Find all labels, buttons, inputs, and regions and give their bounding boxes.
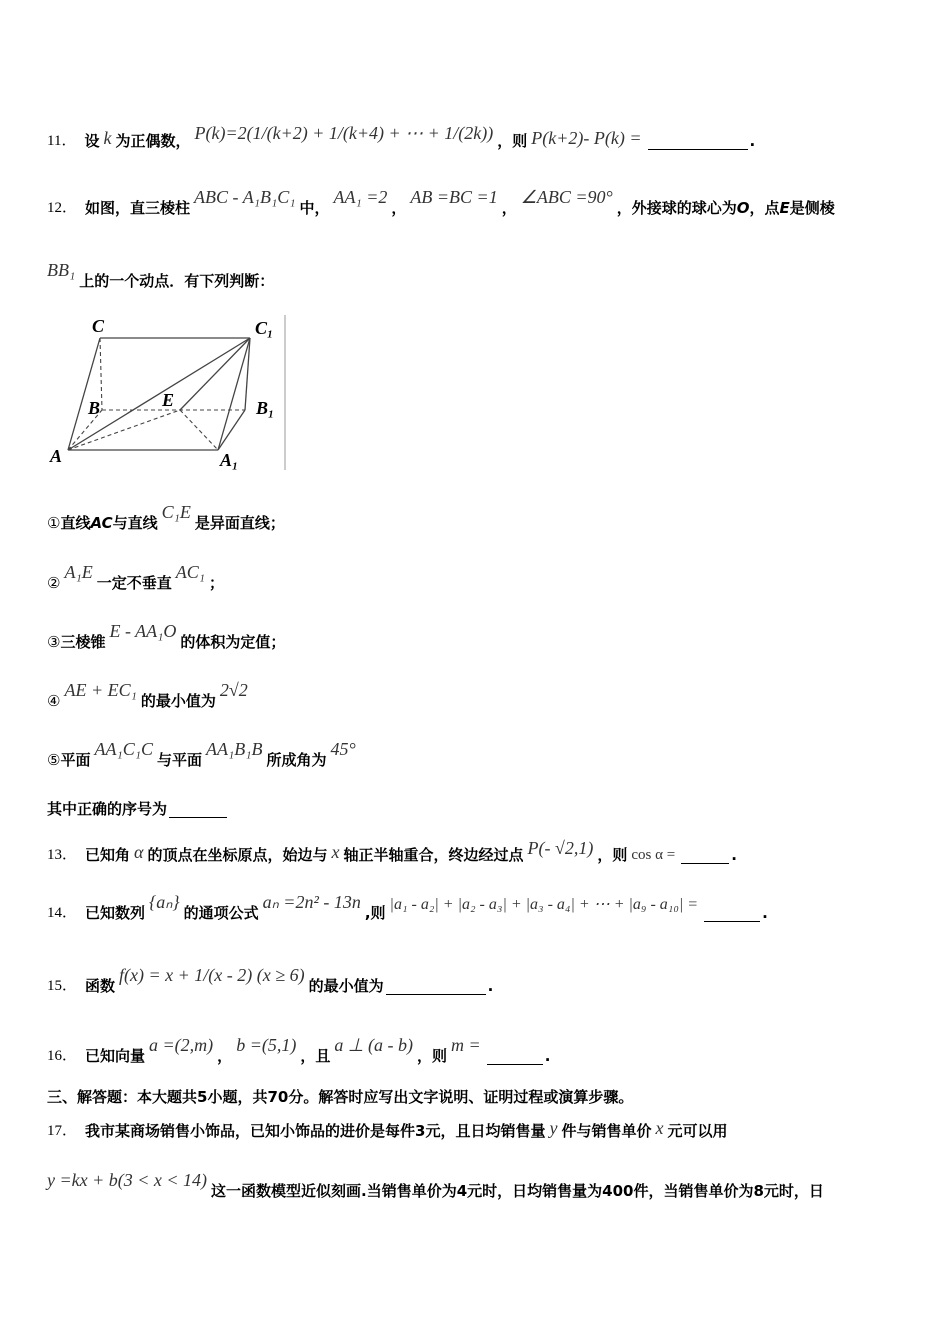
- text: ，外接球的球心为: [616, 199, 737, 217]
- question-16: [47, 1035, 550, 1065]
- question-13: [47, 836, 737, 864]
- answer-blank[interactable]: [681, 849, 729, 864]
- text: 中，: [299, 199, 330, 217]
- section-3-heading: [47, 1084, 633, 1106]
- text: .: [762, 904, 768, 922]
- math: AE + EC₁: [64, 680, 137, 701]
- math: cos α =: [631, 847, 676, 863]
- math: a =(2,m): [149, 1035, 214, 1056]
- answer-blank[interactable]: [648, 135, 748, 150]
- math: |a₁ - a₂| + |a₂ - a₃| + |a₃ - a₄| + ⋯ + |a₉ - a₁₀| =: [389, 895, 699, 913]
- text: 与平面: [157, 751, 203, 769]
- text: ，: [391, 199, 407, 217]
- math: 45°: [330, 739, 356, 760]
- text: 直线: [60, 514, 91, 532]
- item-mark: ③: [47, 633, 61, 651]
- text: 元可以用: [667, 1122, 728, 1140]
- math: ABC - A₁B₁C₁: [194, 187, 296, 208]
- question-number: 12．: [47, 200, 78, 216]
- question-14: [47, 890, 768, 922]
- math: AA₁B₁B: [206, 739, 263, 760]
- question-number: 14．: [47, 905, 78, 921]
- math: k: [103, 128, 112, 149]
- prism-figure: [40, 310, 300, 475]
- label-A: A: [50, 446, 63, 466]
- math-formula: f(x) = x + 1/(x - 2) (x ≥ 6): [119, 965, 305, 986]
- text: 已知角: [85, 846, 131, 864]
- question-17: [47, 1114, 728, 1140]
- text: 已知数列: [85, 904, 146, 922]
- math: y =kx + b(3 < x < 14): [47, 1170, 208, 1191]
- math: AA₁ =2: [333, 187, 388, 208]
- item-mark: ⑤: [47, 751, 61, 769]
- label-C1: C₁: [255, 318, 274, 338]
- answer-blank[interactable]: [487, 1050, 543, 1065]
- math: C₁E: [161, 502, 191, 523]
- text: 件与销售单价: [561, 1122, 652, 1140]
- text: 如图，直三棱柱: [85, 199, 191, 217]
- text: 已知向量: [85, 1047, 146, 1065]
- text: 的体积为定值；: [180, 633, 286, 651]
- text: .: [544, 1047, 551, 1065]
- text: 是异面直线；: [194, 514, 285, 532]
- judgement-1: [47, 500, 285, 532]
- math-formula: P(k)=2(1/(k+2) + 1/(k+4) + ⋯ + 1/(2k)): [194, 123, 494, 144]
- label-E: E: [162, 390, 175, 410]
- answer-blank[interactable]: [169, 803, 227, 818]
- math: O: [736, 199, 750, 217]
- math: aₙ =2n² - 13n: [262, 892, 361, 913]
- text: 上的一个动点．有下列判断：: [79, 272, 275, 290]
- math: 2√2: [219, 680, 248, 701]
- math: b =(5,1): [236, 1035, 297, 1056]
- text: 函数: [85, 977, 116, 995]
- label-B1: B₁: [256, 398, 275, 418]
- answer-prompt: [47, 796, 229, 818]
- judgement-4: [47, 678, 252, 710]
- question-11: [47, 100, 755, 150]
- math: P(k+2)- P(k) =: [531, 128, 642, 149]
- answer-blank[interactable]: [386, 980, 486, 995]
- question-number: 17．: [47, 1123, 78, 1139]
- text: .: [749, 132, 756, 150]
- item-mark: ②: [47, 574, 61, 592]
- text: 三棱锥: [60, 633, 106, 651]
- question-number: 13．: [47, 847, 78, 863]
- math: E - AA₁O: [109, 621, 177, 642]
- section-heading: 三、解答题：本大题共5小题，共70分。解答时应写出文字说明、证明过程或演算步骤。: [47, 1088, 634, 1106]
- math: AB =BC =1: [410, 187, 498, 208]
- label-A1: A₁: [220, 450, 239, 470]
- text: ，则: [597, 846, 628, 864]
- math: AC: [90, 514, 113, 532]
- item-mark: ①: [47, 514, 61, 532]
- math: x: [331, 842, 340, 863]
- text: 为正偶数，: [115, 132, 191, 150]
- text: 是侧棱: [789, 199, 835, 217]
- text: 的最小值为: [140, 692, 216, 710]
- text: ,则: [364, 904, 386, 922]
- text: 与直线: [112, 514, 158, 532]
- text: ，点: [749, 199, 780, 217]
- text: 轴正半轴重合，终边经过点: [343, 846, 524, 864]
- text: ，且: [300, 1047, 331, 1065]
- label-C: C: [92, 316, 105, 336]
- math: E: [779, 199, 790, 217]
- math: m =: [451, 1035, 481, 1056]
- question-number: 15．: [47, 978, 78, 994]
- text: ，则: [497, 132, 528, 150]
- text: 的顶点在坐标原点，始边与: [147, 846, 328, 864]
- question-12: [47, 185, 835, 217]
- text: 一定不垂直: [96, 574, 172, 592]
- judgement-3: [47, 619, 285, 651]
- question-number: 16．: [47, 1048, 78, 1064]
- text: 的最小值为: [308, 977, 384, 995]
- math: ∠ABC =90°: [520, 187, 613, 208]
- text: ，: [501, 199, 517, 217]
- judgement-5: [47, 737, 360, 769]
- text: .: [487, 977, 494, 995]
- math: AC₁: [175, 562, 205, 583]
- math: BB₁: [47, 260, 76, 281]
- judgement-2: [47, 560, 224, 592]
- math: A₁E: [64, 562, 93, 583]
- text: 其中正确的序号为: [47, 800, 168, 818]
- question-15: [47, 955, 493, 995]
- question-17-cont: [47, 1166, 824, 1200]
- item-mark: ④: [47, 692, 61, 710]
- math: P(- √2,1): [527, 838, 594, 859]
- text: ；: [208, 574, 224, 592]
- text: 平面: [60, 751, 91, 769]
- text: .: [731, 846, 737, 864]
- text: ，: [217, 1047, 233, 1065]
- math: {aₙ}: [149, 892, 180, 913]
- question-number: 11．: [47, 133, 77, 149]
- math: a ⊥ (a - b): [334, 1035, 414, 1056]
- math: AA₁C₁C: [94, 739, 153, 760]
- text: ，则: [417, 1047, 448, 1065]
- label-B: B: [88, 398, 101, 418]
- math: α: [134, 842, 144, 863]
- text: 所成角为: [266, 751, 327, 769]
- text: 设: [84, 132, 100, 150]
- math: x: [655, 1118, 664, 1139]
- text: 这一函数模型近似刻画.当销售单价为4元时，日均销售量为400件，当销售单价为8元时，日: [211, 1182, 824, 1200]
- text: 的通项公式: [183, 904, 259, 922]
- text: 我市某商场销售小饰品，已知小饰品的进价是每件3元，且日均销售量: [85, 1122, 546, 1140]
- answer-blank[interactable]: [704, 907, 760, 922]
- question-12-cont: [47, 258, 274, 290]
- math: y: [549, 1118, 558, 1139]
